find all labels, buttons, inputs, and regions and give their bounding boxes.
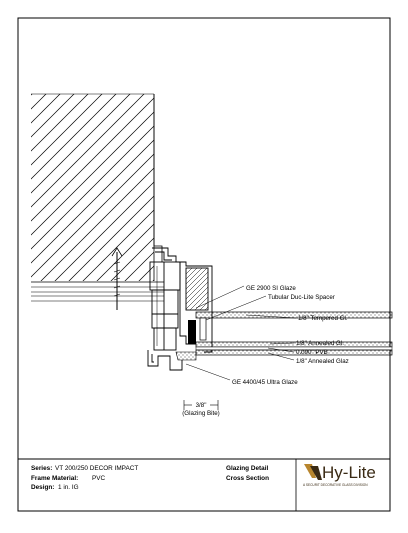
wall-section (31, 94, 162, 281)
callout-ultra-glaze: GE 4400/45 Ultra Glaze (232, 379, 298, 386)
callout-si-glaze: GE 2900 SI Glaze (246, 285, 296, 292)
callout-annealed-glass-2: 1/8" Annealed Glaz (296, 358, 349, 365)
detail-title: Glazing Detail (226, 465, 269, 472)
title-block (18, 459, 390, 511)
design-label: Design: (31, 484, 55, 491)
callout-texts (232, 285, 349, 386)
frame-material-value: PVC (92, 475, 106, 482)
annealed-lite (196, 342, 392, 347)
series-value: VT 200/250 DECOR IMPACT (55, 465, 139, 472)
annealed-lite-2 (196, 350, 392, 355)
logo-tagline: A SECURIT DECORATIVE GLASS DIVISION (303, 483, 368, 487)
detail-subtitle: Cross Section (226, 475, 269, 482)
callout-spacer: Tubular Duc-Lite Spacer (268, 294, 335, 301)
sill-lines (31, 282, 164, 301)
frame-material-label: Frame Material: (31, 475, 79, 482)
design-value: 1 in. IG (58, 484, 79, 491)
dimension-value: 3/8" (195, 402, 207, 409)
glazing-bite-dimension (182, 400, 219, 417)
spacer-block (188, 320, 196, 344)
tempered-lite (196, 312, 392, 318)
logo-text: Hy-Lite (322, 463, 376, 482)
callout-tempered-glass: 1/8" Tempered Gl. (298, 315, 348, 322)
callout-annealed-glass: 1/8" Annealed Gl. (296, 340, 344, 347)
pvb-interlayer (196, 347, 392, 350)
series-label: Series: (31, 465, 53, 472)
dimension-caption: (Glazing Bite) (182, 410, 220, 417)
hy-lite-logo (303, 463, 376, 487)
callout-pvb: 0.090" PVB (296, 349, 328, 356)
